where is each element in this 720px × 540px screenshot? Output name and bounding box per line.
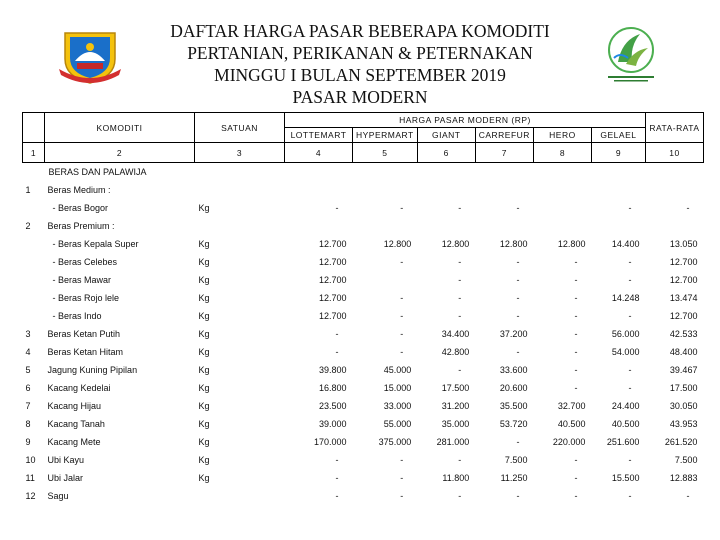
price-cell: - [458,311,462,321]
price-cell [475,217,533,235]
price-cell: 33.000 [383,401,412,411]
table-row [23,271,704,289]
price-cell: - [516,257,520,267]
price-cell: - [628,275,632,285]
unit-cell: Kg [198,203,210,213]
commodity-name: Beras Premium : [47,221,115,231]
price-cell: - [628,311,632,321]
unit-cell: Kg [198,239,210,249]
average-price-cell: 7.500 [674,455,698,465]
row-number: 8 [25,419,31,429]
price-cell: 15.000 [383,383,412,393]
table-row [23,379,704,397]
price-cell: - [458,455,462,465]
section-title: BERAS DAN PALAWIJA [48,167,147,177]
price-cell: - [628,383,632,393]
header-harga-group: HARGA PASAR MODERN (RP) [285,113,646,128]
row-number [23,307,45,325]
price-cell [285,181,353,199]
price-cell: 12.700 [318,293,347,303]
price-cell: 16.800 [318,383,347,393]
price-cell: - [400,293,404,303]
price-cell: 15.500 [611,473,640,483]
government-seal-logo [55,25,125,85]
price-cell: 45.000 [383,365,412,375]
unit-cell: Kg [198,473,210,483]
unit-cell: Kg [198,311,210,321]
average-price-cell: 17.500 [669,383,698,393]
unit-cell: Kg [198,347,210,357]
commodity-name: - Beras Kepala Super [52,239,139,249]
commodity-name: Sagu [47,491,69,501]
price-cell: - [516,311,520,321]
price-cell: - [458,257,462,267]
price-cell: - [574,311,578,321]
price-cell: - [335,329,339,339]
row-number: 2 [25,221,31,231]
header-satuan: SATUAN [195,113,285,143]
average-price-cell: 39.467 [669,365,698,375]
unit-cell: Kg [198,293,210,303]
header-rata-rata: RATA-RATA [645,113,703,143]
commodity-name: Kacang Mete [47,437,101,447]
price-cell: 31.200 [441,401,470,411]
price-cell: - [400,473,404,483]
price-cell: - [400,455,404,465]
unit-cell [195,217,285,235]
row-number: 3 [25,329,31,339]
price-cell: 33.600 [499,365,528,375]
unit-cell: Kg [198,275,210,285]
price-cell: - [574,293,578,303]
unit-cell: Kg [198,365,210,375]
price-cell: 12.700 [318,257,347,267]
row-number: 11 [25,473,35,483]
title-line-3: MINGGU I BULAN SEPTEMBER 2019 [214,65,506,85]
price-cell: - [574,275,578,285]
table-row [23,469,704,487]
commodity-name: Beras Medium : [47,185,111,195]
price-cell: 39.000 [318,419,347,429]
table-row [23,415,704,433]
table-row [23,289,704,307]
header-store: HERO [533,128,591,143]
price-cell: - [458,203,462,213]
row-number [23,271,45,289]
price-cell: - [628,455,632,465]
section-row [23,163,704,182]
table-row [23,217,704,235]
price-cell: 12.800 [557,239,586,249]
price-cell [417,181,475,199]
row-number: 5 [25,365,31,375]
price-cell [533,181,591,199]
price-cell: 12.700 [318,239,347,249]
price-cell [591,181,645,199]
row-number: 6 [25,383,31,393]
price-cell: 20.600 [499,383,528,393]
commodity-name: Ubi Jalar [47,473,84,483]
price-cell: - [628,257,632,267]
price-cell: - [400,257,404,267]
price-cell: - [458,275,462,285]
commodity-name: - Beras Mawar [52,275,112,285]
table-row [23,433,704,451]
row-number: 7 [25,401,31,411]
price-cell: - [516,275,520,285]
table-row [23,199,704,217]
header-store: CARREFUR [475,128,533,143]
price-cell [353,181,418,199]
price-cell: 24.400 [611,401,640,411]
price-cell: 35.000 [441,419,470,429]
price-cell: - [335,347,339,357]
price-cell: - [574,257,578,267]
price-cell: - [516,437,520,447]
average-price-cell: 13.474 [669,293,698,303]
column-number: 5 [353,143,418,163]
row-number: 9 [25,437,31,447]
unit-cell: Kg [198,383,210,393]
column-number: 6 [417,143,475,163]
price-cell: 23.500 [318,401,347,411]
price-cell: - [458,293,462,303]
price-cell: 56.000 [611,329,640,339]
price-cell: 12.800 [499,239,528,249]
commodity-name: - Beras Celebes [52,257,118,267]
price-cell: - [574,365,578,375]
price-cell: - [335,491,339,501]
table-row [23,235,704,253]
average-price-cell: 42.533 [669,329,698,339]
price-cell: 170.000 [313,437,347,447]
price-cell: - [335,203,339,213]
price-cell: 12.800 [383,239,412,249]
commodity-name: Ubi Kayu [47,455,85,465]
header-row-1 [23,113,704,128]
price-cell: - [400,491,404,501]
price-cell: - [574,491,578,501]
price-cell: - [574,329,578,339]
price-cell: - [628,491,632,501]
column-number: 4 [285,143,353,163]
average-price-cell: 12.700 [669,275,698,285]
price-cell: - [516,293,520,303]
price-cell: - [628,203,632,213]
average-price-cell [645,181,703,199]
price-cell: - [335,455,339,465]
column-number: 7 [475,143,533,163]
table-row [23,307,704,325]
column-number: 8 [533,143,591,163]
average-price-cell: 12.883 [669,473,698,483]
price-cell: - [574,455,578,465]
column-number: 3 [195,143,285,163]
title-line-1: DAFTAR HARGA PASAR BEBERAPA KOMODITI [170,21,550,41]
header-store: GELAEL [591,128,645,143]
table-row [23,451,704,469]
price-cell: 7.500 [504,455,528,465]
average-price-cell: - [686,203,690,213]
price-cell: 375.000 [378,437,412,447]
price-cell: 35.500 [499,401,528,411]
header-store: GIANT [417,128,475,143]
average-price-cell: 13.050 [669,239,698,249]
commodity-name: - Beras Rojo lele [52,293,120,303]
unit-cell: Kg [198,329,210,339]
price-cell: - [574,383,578,393]
price-cell [353,217,418,235]
average-price-cell: 12.700 [669,311,698,321]
commodity-name: Beras Ketan Hitam [47,347,124,357]
price-cell: 34.400 [441,329,470,339]
row-number [23,289,45,307]
price-cell: 251.600 [606,437,640,447]
table-row [23,253,704,271]
price-cell: 40.500 [557,419,586,429]
table-row [23,181,704,199]
price-cell: - [516,347,520,357]
price-cell: 12.800 [441,239,470,249]
price-cell: 53.720 [499,419,528,429]
table-row [23,343,704,361]
header-komoditi: KOMODITI [45,113,195,143]
commodity-name: Kacang Hijau [47,401,102,411]
price-cell [533,217,591,235]
commodity-name: Kacang Kedelai [47,383,111,393]
price-cell: - [335,473,339,483]
row-number [23,199,45,217]
column-number-row [23,143,704,163]
price-cell: 220.000 [552,437,586,447]
price-cell: - [574,347,578,357]
price-cell: 32.700 [557,401,586,411]
price-cell: 55.000 [383,419,412,429]
commodity-name: Beras Ketan Putih [47,329,121,339]
title-line-2: PERTANIAN, PERIKANAN & PETERNAKAN [187,43,533,63]
price-cell: 40.500 [611,419,640,429]
report-title [140,20,580,108]
table-row [23,361,704,379]
unit-cell: Kg [198,419,210,429]
header-store: LOTTEMART [285,128,353,143]
commodity-name: - Beras Indo [52,311,102,321]
average-price-cell: 30.050 [669,401,698,411]
price-cell: 54.000 [611,347,640,357]
unit-cell: Kg [198,437,210,447]
price-cell [285,217,353,235]
commodity-name: - Beras Bogor [52,203,109,213]
price-cell: 11.250 [500,473,528,483]
row-number: 4 [25,347,31,357]
row-number: 12 [25,491,36,501]
commodity-name: Jagung Kuning Pipilan [47,365,138,375]
price-cell: 14.400 [611,239,640,249]
price-cell [475,181,533,199]
price-cell: - [400,203,404,213]
unit-cell: Kg [198,257,210,267]
price-cell: 39.800 [318,365,347,375]
average-price-cell: 43.953 [669,419,698,429]
unit-cell [195,487,285,505]
unit-cell: Kg [198,455,210,465]
row-number [23,253,45,271]
column-number: 10 [645,143,703,163]
price-cell: 14.248 [611,293,640,303]
header-store: HYPERMART [353,128,418,143]
price-cell: - [574,473,578,483]
price-cell [353,271,418,289]
price-cell [591,217,645,235]
price-cell: - [400,329,404,339]
price-cell: - [628,365,632,375]
table-row [23,487,704,505]
average-price-cell: 12.700 [669,257,698,267]
price-cell: 281.000 [436,437,470,447]
price-cell: - [400,347,404,357]
table-row [23,397,704,415]
price-cell [533,199,591,217]
average-price-cell: 261.520 [664,437,698,447]
price-cell: - [458,491,462,501]
title-line-4: PASAR MODERN [292,87,428,107]
unit-cell [195,181,285,199]
price-cell: - [458,365,462,375]
agriculture-department-logo [600,22,662,84]
price-cell: - [400,311,404,321]
column-number: 9 [591,143,645,163]
price-cell: 12.700 [318,311,347,321]
price-cell: 17.500 [441,383,470,393]
price-cell: 42.800 [441,347,470,357]
price-cell: 12.700 [318,275,347,285]
price-cell: - [516,491,520,501]
average-price-cell: 48.400 [669,347,698,357]
price-cell: 11.800 [442,473,470,483]
column-number: 2 [45,143,195,163]
column-number: 1 [23,143,45,163]
row-number: 1 [25,185,31,195]
commodity-name: Kacang Tanah [47,419,105,429]
row-number [23,235,45,253]
price-cell: - [516,203,520,213]
table-row [23,325,704,343]
unit-cell: Kg [198,401,210,411]
price-cell [417,217,475,235]
average-price-cell: - [686,491,690,501]
row-number: 10 [25,455,36,465]
price-cell: 37.200 [499,329,528,339]
price-table [22,112,704,505]
average-price-cell [645,217,703,235]
